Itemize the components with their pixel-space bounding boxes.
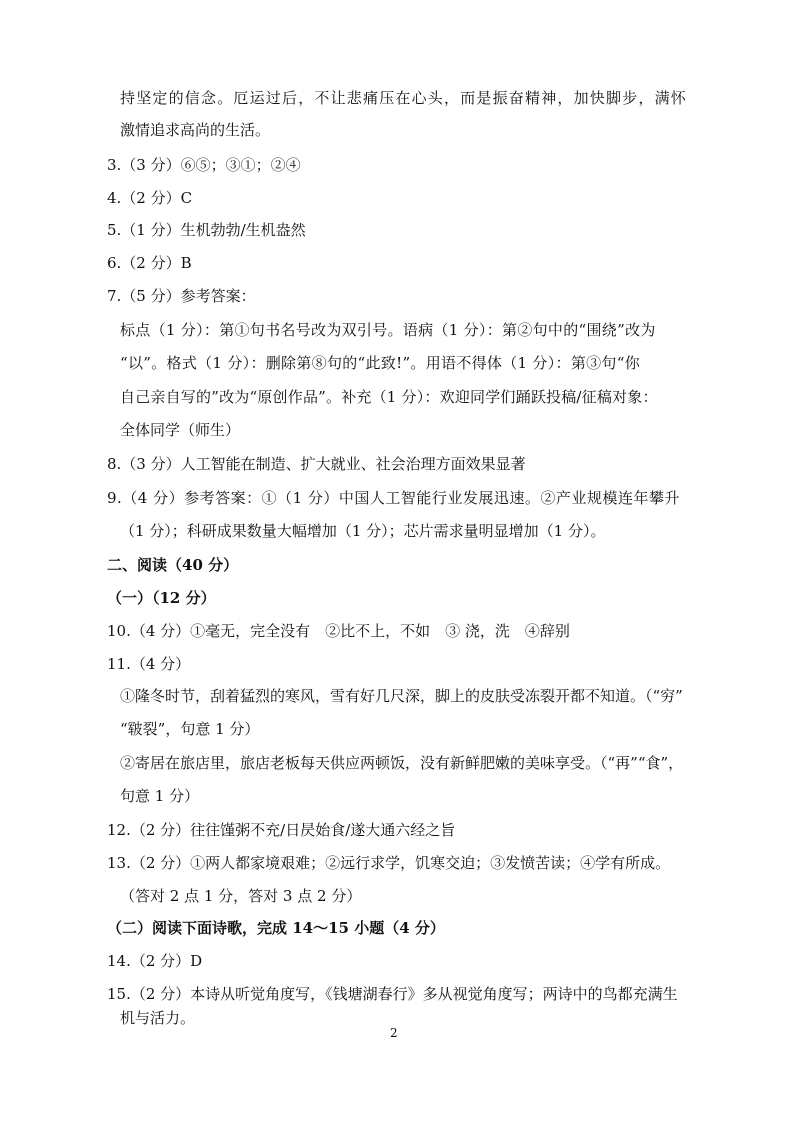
answer-line: 自己亲自写的”改为“原创作品”。补充（1 分）：欢迎同学们踊跃投稿/征稿对象： — [120, 388, 658, 406]
answer-line: 11.（4 分） — [107, 655, 191, 673]
answer-line: 7.（5 分）参考答案： — [107, 287, 256, 305]
answer-line: 14.（2 分）D — [107, 952, 203, 970]
answer-line: 13.（2 分）①两人都家境艰难；②远行求学，饥寒交迫；③发愤苦读；④学有所成。 — [107, 854, 671, 872]
subsection-heading: （二）阅读下面诗歌，完成 14～15 小题（4 分） — [107, 919, 445, 937]
answer-line: 句意 1 分） — [120, 787, 200, 805]
answer-line: 机与活力。 — [120, 1009, 196, 1027]
answer-line: 3.（3 分）⑥⑤；③①；②④ — [107, 156, 301, 174]
page-number: 2 — [390, 1026, 398, 1040]
answer-line: 6.（2 分）B — [107, 254, 192, 272]
answer-line: 全体同学（师生） — [120, 421, 241, 439]
answer-line: “皲裂”，句意 1 分） — [120, 720, 260, 738]
answer-line: ②寄居在旅店里，旅店老板每天供应两顿饭，没有新鲜肥嫩的美味享受。（“再”“食”， — [120, 754, 684, 772]
answer-line: 4.（2 分）C — [107, 189, 193, 207]
answer-line: 9.（4 分）参考答案：①（1 分）中国人工智能行业发展迅速。②产业规模连年攀升 — [107, 489, 680, 507]
subsection-heading: （一）（12 分） — [107, 589, 216, 607]
answer-line: 15.（2 分）本诗从听觉角度写，《钱塘湖春行》多从视觉角度写；两诗中的鸟都充满生 — [107, 985, 678, 1003]
answer-line: 10.（4 分）①毫无，完全没有 ②比不上，不如 ③ 浇，洗 ④辞别 — [107, 622, 570, 640]
answer-line: 标点（1 分）：第①句书名号改为双引号。语病（1 分）：第②句中的“围绕”改为 — [120, 321, 656, 339]
answer-line: 12.（2 分）往往馑粥不充/日昃始食/遂大通六经之旨 — [107, 821, 456, 839]
answer-line: （答对 2 点 1 分，答对 3 点 2 分） — [120, 887, 362, 905]
answer-line: ①隆冬时节，刮着猛烈的寒风，雪有好几尺深，脚上的皮肤受冻裂开都不知道。（“穷” — [120, 687, 683, 705]
answer-line: “以”。格式（1 分）：删除第⑧句的“此致!”。用语不得体（1 分）：第③句“你 — [120, 354, 640, 372]
answer-line: 5.（1 分）生机勃勃/生机盎然 — [107, 221, 306, 239]
answer-line: 8.（3 分）人工智能在制造、扩大就业、社会治理方面效果显著 — [107, 455, 526, 473]
answer-line: 持坚定的信念。厄运过后，不让悲痛压在心头，而是振奋精神，加快脚步，满怀 — [120, 89, 688, 107]
answer-line: （1 分）；科研成果数量大幅增加（1 分）；芯片需求量明显增加（1 分）。 — [120, 522, 606, 540]
answer-line: 激情追求高尚的生活。 — [120, 121, 271, 139]
section-heading: 二、阅读（40 分） — [107, 556, 239, 574]
